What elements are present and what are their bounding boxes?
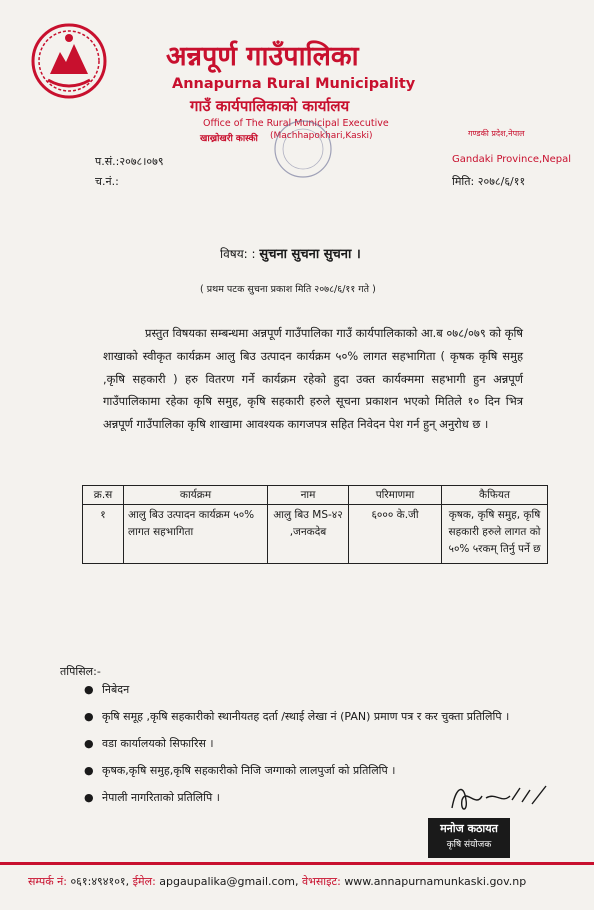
bullet-icon: ● xyxy=(84,791,94,804)
website-label: वेभसाइट: xyxy=(302,875,341,888)
list-item-text: वडा कार्यालयको सिफारिस । xyxy=(102,737,214,750)
col-header-name: नाम xyxy=(268,486,349,505)
municipality-title-ne: अन्नपूर्ण गाउँपालिका xyxy=(166,41,359,72)
col-header-remarks: कैफियत xyxy=(442,486,548,505)
cell-name: आलु बिउ MS-४२ ,जनकदेब xyxy=(268,505,349,564)
list-item xyxy=(82,707,522,726)
list-item xyxy=(82,680,522,699)
list-item-text: नेपाली नागरिताको प्रतिलिपि । xyxy=(102,791,220,804)
officer-seal xyxy=(428,818,510,858)
subject-text: सुचना सुचना सुचना । xyxy=(259,247,361,262)
officer-name: मनोज कठायत xyxy=(440,822,498,835)
contact-value: ०६१:४९४१०१, xyxy=(70,875,130,888)
office-place-en: (Machhapokhari,Kaski) xyxy=(270,131,373,141)
office-title-ne: गाउँ कार्यपालिकाको कार्यालय xyxy=(190,97,350,115)
reference-number: प.सं.:२०७८।०७९ xyxy=(95,155,164,168)
notice-paragraph: प्रस्तुत विषयका सम्बन्धमा अन्नपूर्ण गाउँपालिका गाउँ कार्यपालिकाको आ.ब ०७८/०७९ को कृषि शाखाको स्वीकृत कार्यक्रम आलु बिउ उत्पादन कार्यक्रम ५०% लागत सहभागिता ( कृषक कृषि समुह ,कृषि सहकारी ) हरु वितरण गर्ने कार्यक्रम रहेको हुदा उक्त कार्यक्ममा सहभागी हुन अन्नपूर्ण गाउँपालिकामा रहेका कृषि समुह, कृषि सहकारी हरुले सूचना प्रकाशन भएको मितिले १० दिन भित्र अन्नपूर्ण गाउँपालिका कृषि शाखामा आवश्यक कागजपत्र सहित निवेदन पेश गर्न हुन् अनुरोध छ । xyxy=(103,326,523,432)
office-title-en: Office of The Rural Municipal Executive xyxy=(203,118,389,129)
subject-line xyxy=(220,244,361,262)
cell-program: आलु बिउ उत्पादन कार्यक्रम ५०% लागत सहभागिता xyxy=(124,505,268,564)
footer-divider xyxy=(0,862,594,865)
list-item xyxy=(82,734,522,753)
letter-date: मिति: २०७८/६/११ xyxy=(452,175,526,188)
contact-label: सम्पर्क नं: xyxy=(28,875,67,888)
list-item-text: कृषि समूह ,कृषि सहकारीको स्थानीयतह दर्ता /स्थाई लेखा नं (PAN) प्रमाण पत्र र कर चुक्ता प्रतिलिपि । xyxy=(102,710,510,723)
bullet-icon: ● xyxy=(84,710,94,723)
province-ne: गण्डकी प्रदेश,नेपाल xyxy=(468,129,525,138)
officer-designation: कृषि संयोजक xyxy=(446,840,492,850)
cell-serial: १ xyxy=(83,505,124,564)
table-row xyxy=(83,505,548,564)
bullet-icon: ● xyxy=(84,764,94,777)
program-table xyxy=(82,485,548,564)
table-header-row xyxy=(83,486,548,505)
col-header-serial: क्र.स xyxy=(83,486,124,505)
col-header-quantity: परिमाणमा xyxy=(349,486,442,505)
bullet-icon: ● xyxy=(84,683,94,696)
website-value[interactable]: www.annapurnamunkaski.gov.np xyxy=(344,875,527,888)
list-item-text: कृषक,कृषि समुह,कृषि सहकारीको निजि जग्गाको लालपुर्जा को प्रतिलिपि । xyxy=(102,764,396,777)
details-label: तपिसिल:- xyxy=(60,665,101,678)
nepal-emblem-icon xyxy=(30,22,108,100)
cell-remarks: कृषक, कृषि समुह, कृषि सहकारी हरुले लागत को ५०% ५रकम् तिर्नु पर्ने छ xyxy=(442,505,548,564)
footer-contact xyxy=(28,874,526,889)
office-stamp-icon xyxy=(272,118,334,180)
office-place-ne: खाख्रोखरी कास्की xyxy=(200,134,258,144)
email-value[interactable]: apgaupalika@gmail.com, xyxy=(159,875,299,888)
cell-quantity: ६००० के.जी xyxy=(349,505,442,564)
list-item-text: निबेदन xyxy=(102,683,130,696)
municipality-title-en: Annapurna Rural Municipality xyxy=(172,76,416,92)
notice-body xyxy=(103,322,523,436)
province-en: Gandaki Province,Nepal xyxy=(452,154,572,165)
email-label: ईमेल: xyxy=(132,875,156,888)
dispatch-number: च.नं.: xyxy=(95,175,119,188)
handwritten-signature xyxy=(446,778,556,818)
bullet-icon: ● xyxy=(84,737,94,750)
subject-label: विषय: : xyxy=(220,247,256,261)
col-header-program: कार्यक्रम xyxy=(124,486,268,505)
first-publication-note: ( प्रथम पटक सुचना प्रकाश मिति २०७८/६/११ गते ) xyxy=(200,284,376,295)
